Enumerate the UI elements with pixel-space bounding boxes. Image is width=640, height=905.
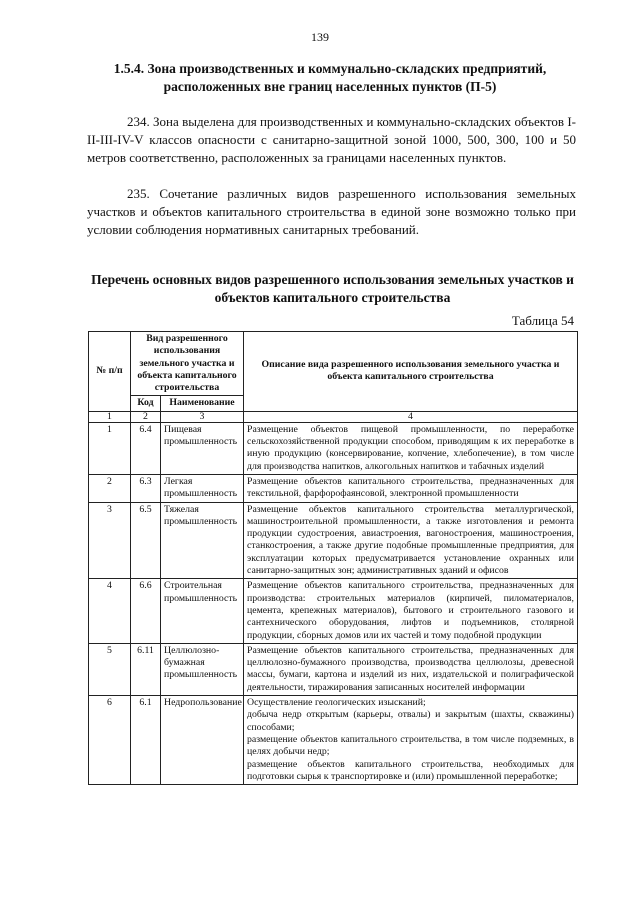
row-number: 3 bbox=[89, 502, 131, 579]
row-number: 4 bbox=[89, 579, 131, 643]
row-number: 5 bbox=[89, 643, 131, 695]
row-number: 6 bbox=[89, 696, 131, 785]
list-title: Перечень основных видов разрешенного использования земельных участков и объектов капитального строительства bbox=[91, 272, 574, 305]
row-code: 6.5 bbox=[131, 502, 161, 579]
description-line: Осуществление геологических изысканий; bbox=[247, 697, 426, 709]
description-line: размещение объектов капитального строительства, в том числе подземных, в целях добычи недр; bbox=[247, 733, 574, 758]
row-description bbox=[244, 502, 578, 579]
row-description bbox=[244, 643, 578, 695]
row-name: Целлюлозно-бумажная промышленность bbox=[161, 643, 244, 695]
header-code: Код bbox=[131, 396, 161, 411]
table-row bbox=[89, 579, 578, 643]
description-line: Размещение объектов капитального строительства, предназначенных для производства: строительных материалов (кирпичей, пиломатериалов, цемента, крепежных материалов), бытового и строительного газового и сантехнического оборудования, лифтов и подъемников, столярной продукции, сборных домов или их частей и тому подобной продукции bbox=[247, 580, 574, 641]
row-code: 6.3 bbox=[131, 474, 161, 502]
row-description bbox=[244, 696, 578, 785]
row-code: 6.11 bbox=[131, 643, 161, 695]
row-description bbox=[244, 579, 578, 643]
paragraph-235: 235. Сочетание различных видов разрешенного использования земельных участков и объектов капитального строительства в единой зоне возможно только при условии соблюдения нормативных санитарных требований. bbox=[87, 186, 576, 237]
description-line: размещение объектов капитального строительства, необходимых для подготовки сырья к транспортировке и (или) промышленной переработке; bbox=[247, 758, 574, 782]
table-row bbox=[89, 502, 578, 579]
column-number: 3 bbox=[161, 411, 244, 422]
table-row bbox=[89, 643, 578, 695]
table-row bbox=[89, 422, 578, 474]
header-name: Наименование bbox=[161, 396, 244, 411]
description-line: Размещение объектов пищевой промышленности, по переработке сельскохозяйственной продукции способом, приводящим к их переработке в иную продукцию (консервирование, копчение, хлебопечение), в том числе для производства напитков, алкогольных напитков и табачных изделий bbox=[247, 423, 574, 472]
row-number: 2 bbox=[89, 474, 131, 502]
description-line: добыча недр открытым (карьеры, отвалы) и закрытым (шахты, скважины) способами; bbox=[247, 709, 574, 733]
column-number: 1 bbox=[89, 411, 131, 422]
row-description bbox=[244, 422, 578, 474]
table-row bbox=[89, 696, 578, 785]
column-number: 4 bbox=[244, 411, 578, 422]
row-name: Тяжелая промышленность bbox=[161, 502, 244, 579]
table-row bbox=[89, 474, 578, 502]
row-code: 6.6 bbox=[131, 579, 161, 643]
row-name: Недропользование bbox=[161, 696, 244, 785]
row-number: 1 bbox=[89, 422, 131, 474]
section-title: 1.5.4. Зона производственных и коммунально-складских предприятий, расположенных вне границ населенных пунктов (П-5) bbox=[113, 61, 547, 94]
permitted-use-table bbox=[88, 331, 578, 785]
page-number: 139 bbox=[311, 30, 329, 44]
column-number-row bbox=[89, 411, 578, 422]
column-number: 2 bbox=[131, 411, 161, 422]
description-line: Размещение объектов капитального строительства, предназначенных для целлюлозно-бумажного производства, производства целлюлозы, древесной массы, бумаги, картона и изделий из них, издательской и полиграфической деятельности, тиражирования записанных носителей информации bbox=[247, 644, 574, 693]
header-num: № п/п bbox=[89, 332, 131, 412]
row-code: 6.1 bbox=[131, 696, 161, 785]
row-description bbox=[244, 474, 578, 502]
paragraph-234: 234. Зона выделена для производственных и коммунально-складских объектов I- II-III-IV-V классов опасности с санитарно-защитной зоной 1000, 500, 300, 100 и 50 метров соответственно, расположенных за границами населенных пунктов. bbox=[87, 114, 576, 165]
description-line: Размещение объектов капитального строительства металлургической, машиностроительной промышленности, а также изготовления и ремонта продукции судостроения, авиастроения, вагоностроения, машиностроения, станкостроения, а также другие подобные промышленные предприятия, для эксплуатации которых предусматривается установление охранных или санитарно-защитных зон; административных зданий и офисов bbox=[247, 503, 574, 577]
description-line: Размещение объектов капитального строительства, предназначенных для текстильной, фарфорофаянсовой, электронной промышленности bbox=[247, 475, 574, 500]
row-name: Легкая промышленность bbox=[161, 474, 244, 502]
row-code: 6.4 bbox=[131, 422, 161, 474]
table-body bbox=[89, 422, 578, 784]
table-caption: Таблица 54 bbox=[511, 313, 574, 328]
row-name: Пищевая промышленность bbox=[161, 422, 244, 474]
header-kind: Вид разрешенного использования земельного участка и объекта капитального строительства bbox=[131, 332, 244, 396]
row-name: Строительная промышленность bbox=[161, 579, 244, 643]
header-desc: Описание вида разрешенного использования земельного участка и объекта капитального строительства bbox=[244, 332, 578, 412]
